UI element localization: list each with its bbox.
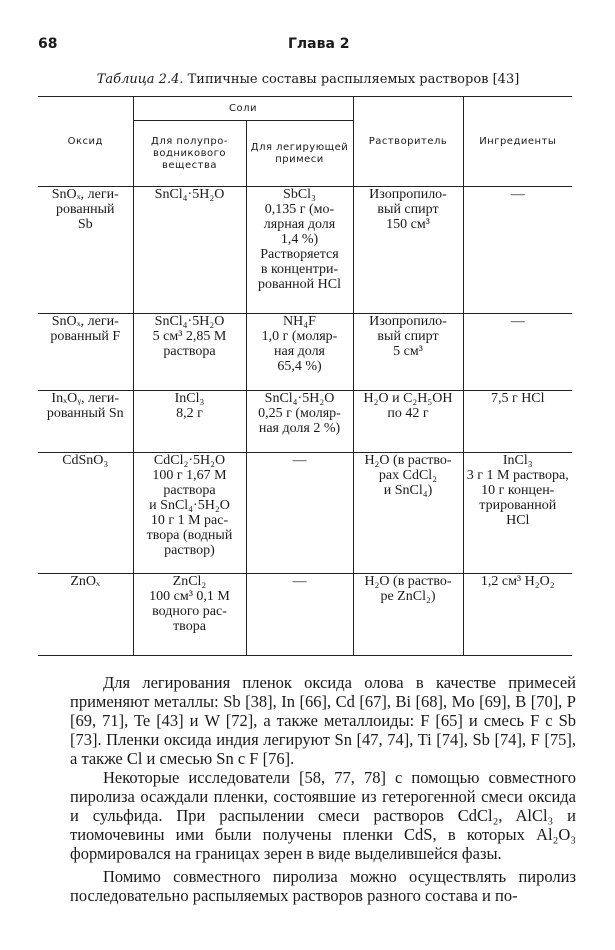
solvent-cell: Изопропило- вый спирт 150 см³ bbox=[353, 187, 463, 314]
table-row bbox=[38, 391, 572, 453]
ingredients-cell: InCl₃ 3 г 1 М раствора, 10 г концен- трированной HCl bbox=[463, 453, 572, 574]
table-caption bbox=[38, 72, 578, 87]
dopant-cell: — bbox=[246, 453, 353, 574]
table-caption-text: Типичные составы распыляемых растворов [43] bbox=[187, 72, 520, 87]
header-semiconductor: Для полупро- водникового вещества bbox=[133, 121, 246, 187]
header-oxide: Оксид bbox=[38, 97, 133, 187]
oxide-cell: ZnOₓ bbox=[38, 574, 133, 656]
solvent-cell: H₂O (в раство- ре ZnCl₂) bbox=[353, 574, 463, 656]
header-solvent: Растворитель bbox=[353, 97, 463, 187]
table-row bbox=[38, 453, 572, 574]
table-row bbox=[38, 187, 572, 314]
chapter-title: Глава 2 bbox=[288, 36, 350, 52]
solvent-cell: H₂O (в раство- рах CdCl₂ и SnCl₄) bbox=[353, 453, 463, 574]
table-row bbox=[38, 314, 572, 391]
dopant-cell: — bbox=[246, 574, 353, 656]
semiconductor-cell: SnCl₄·5H₂O bbox=[133, 187, 246, 314]
header-salts: Соли bbox=[133, 97, 353, 121]
semiconductor-cell: SnCl₄·5H₂O 5 см³ 2,85 М раствора bbox=[133, 314, 246, 391]
page-header bbox=[38, 36, 558, 58]
ingredients-cell: 1,2 см³ H₂O₂ bbox=[463, 574, 572, 656]
paragraph: Помимо совместного пиролиза можно осуществлять пиролиз последовательно распыляемых растворов разного состава и по- bbox=[70, 867, 576, 905]
oxide-cell: InₓOᵧ, леги- рованный Sn bbox=[38, 391, 133, 453]
dopant-cell: SnCl₄·5H₂O 0,25 г (моляр- ная доля 2 %) bbox=[246, 391, 353, 453]
semiconductor-cell: InCl₃ 8,2 г bbox=[133, 391, 246, 453]
paragraph: Для легирования пленок оксида олова в качестве примесей применяют металлы: Sb [38], In [66], Cd [67], Bi [68], Mo [69], B [70], P [69, 71], Te [43] и W [72], а также металлоиды: F [65] и смесь F с Sb [73]. Пленки оксида индия легируют Sn [47, 74], Ti [74], Sb [74], F [75], а также Cl и смесью Sn с F [76]. bbox=[70, 673, 576, 768]
body-text bbox=[70, 673, 576, 905]
solvent-cell: H₂O и C₂H₅OH по 42 г bbox=[353, 391, 463, 453]
solvent-cell: Изопропило- вый спирт 5 см³ bbox=[353, 314, 463, 391]
table-caption-label: Таблица 2.4. bbox=[96, 72, 184, 87]
page-number: 68 bbox=[38, 36, 58, 52]
semiconductor-cell: CdCl₂·5H₂O 100 г 1,67 М раствора и SnCl₄·5H₂O 10 г 1 М рас- твора (водный раствор) bbox=[133, 453, 246, 574]
paragraph: Некоторые исследователи [58, 77, 78] с помощью совместного пиролиза осаждали пленки, состоявшие из гетерогенной смеси оксида и сульфида. При распылении смеси растворов CdCl₂, AlCl₃ и тиомочевины ими были получены пленки CdS, в которых Al₂O₃ формировался на границах зерен в виде выделившейся фазы. bbox=[70, 768, 576, 863]
table-row bbox=[38, 574, 572, 656]
ingredients-cell: — bbox=[463, 187, 572, 314]
dopant-cell: NH₄F 1,0 г (моляр- ная доля 65,4 %) bbox=[246, 314, 353, 391]
semiconductor-cell: ZnCl₂ 100 см³ 0,1 М водного рас- твора bbox=[133, 574, 246, 656]
oxide-cell: SnOₓ, леги- рованный Sb bbox=[38, 187, 133, 314]
dopant-cell: SbCl₃ 0,135 г (мо- лярная доля 1,4 %) Растворяется в концентри- рованной HCl bbox=[246, 187, 353, 314]
header-ingredients: Ингредиенты bbox=[463, 97, 572, 187]
oxide-cell: SnOₓ, леги- рованный F bbox=[38, 314, 133, 391]
oxide-cell: CdSnO₃ bbox=[38, 453, 133, 574]
composition-table bbox=[38, 96, 572, 656]
ingredients-cell: — bbox=[463, 314, 572, 391]
ingredients-cell: 7,5 г HCl bbox=[463, 391, 572, 453]
header-dopant: Для легирующей примеси bbox=[246, 121, 353, 187]
